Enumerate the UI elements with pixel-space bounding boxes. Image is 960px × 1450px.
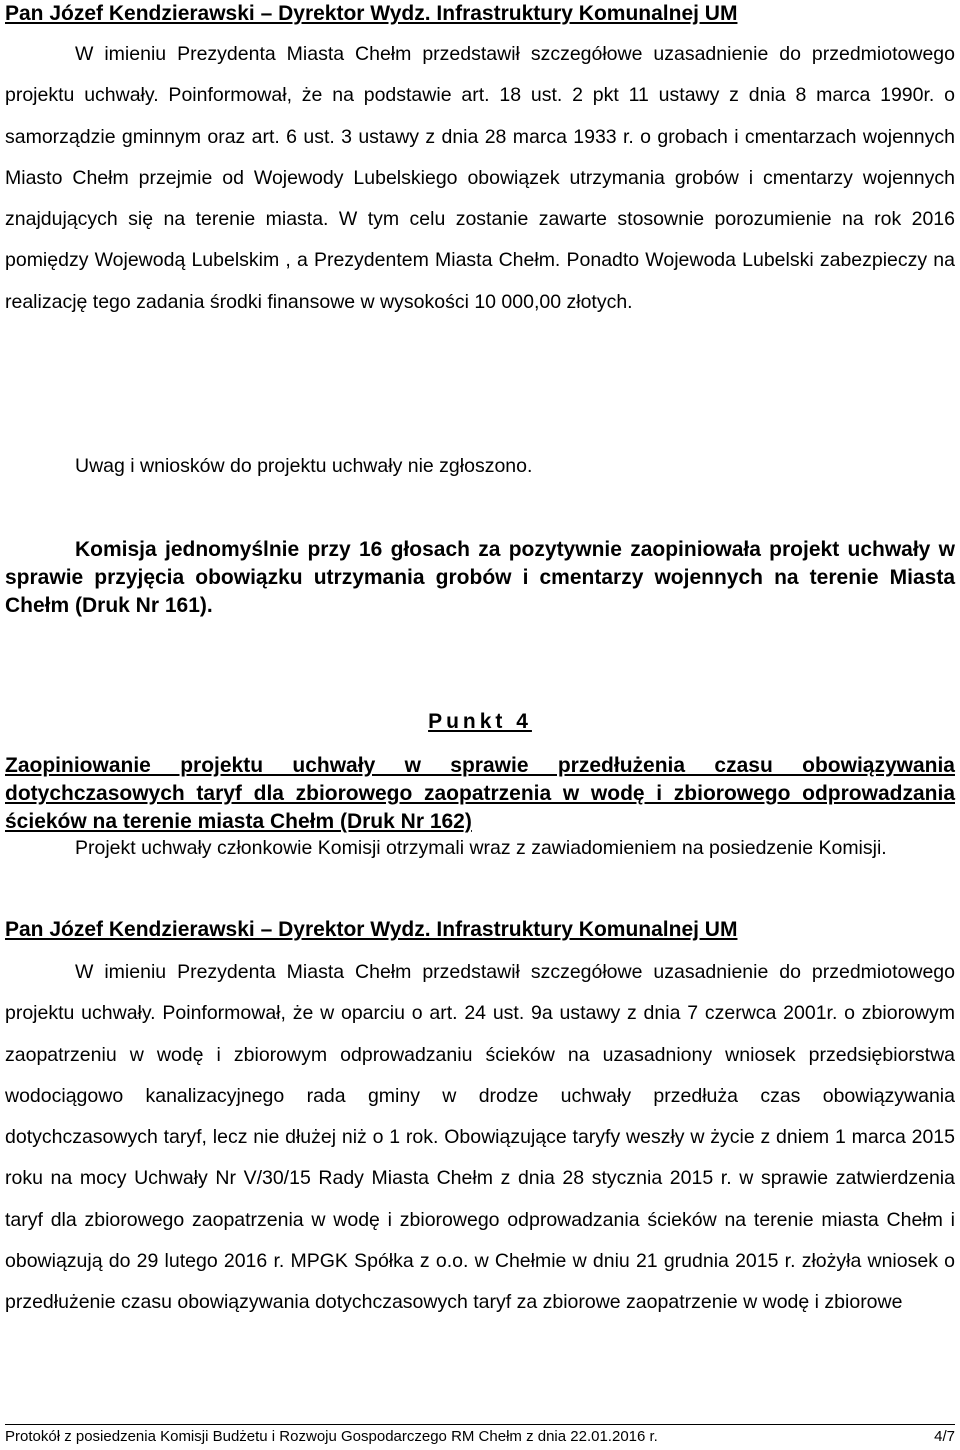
- commission-opinion: Komisja jednomyślnie przy 16 głosach za pozytywnie zaopiniowała projekt uchwały w sprawie przyjęcia obowiązku utrzymania grobów i cmentarzy wojennych na terenie Miasta Chełm (Druk Nr 161).: [5, 538, 955, 617]
- no-remarks-note: Uwag i wniosków do projektu uchwały nie zgłoszono.: [75, 455, 533, 477]
- speaker-heading-1: Pan Józef Kendzierawski – Dyrektor Wydz. Infrastruktury Komunalnej UM: [5, 2, 738, 25]
- page-number: 4/7: [934, 1428, 955, 1445]
- point-subject: Zaopiniowanie projektu uchwały w sprawie przedłużenia czasu obowiązywania dotychczasowych taryf dla zbiorowego zaopatrzenia w wodę i zbiorowego odprowadzania ścieków na terenie miasta Chełm (Druk Nr 162): [5, 754, 955, 833]
- speaker-heading-2: Pan Józef Kendzierawski – Dyrektor Wydz. Infrastruktury Komunalnej UM: [5, 918, 738, 941]
- speaker-statement-1: W imieniu Prezydenta Miasta Chełm przedstawił szczegółowe uzasadnienie do przedmiotowego projektu uchwały. Poinformował, że na podstawie art. 18 ust. 2 pkt 11 ustawy z dnia 8 marca 1990r. o samorządzie gminnym oraz art. 6 ust. 3 ustawy z dnia 28 marca 1933 r. o grobach i cmentarzach wojennych Miasto Chełm przejmie od Wojewody Lubelskiego obowiązek utrzymania grobów i cmentarzy wojennych znajdujących się na terenie miasta. W tym celu zostanie zawarte stosownie porozumienie na rok 2016 pomiędzy Wojewodą Lubelskim , a Prezydentem Miasta Chełm. Ponadto Wojewoda Lubelski zabezpieczy na realizację tego zadania środki finansowe w wysokości 10 000,00 złotych.: [5, 43, 955, 313]
- draft-received-note: Projekt uchwały członkowie Komisji otrzymali wraz z zawiadomieniem na posiedzenie Komisji.: [75, 837, 887, 859]
- footer-document-title: Protokół z posiedzenia Komisji Budżetu i Rozwoju Gospodarczego RM Chełm z dnia 22.01.2016 r.: [5, 1428, 658, 1445]
- point-title: Punkt 4: [428, 710, 532, 733]
- page-footer: [5, 1424, 955, 1447]
- speaker-statement-2: W imieniu Prezydenta Miasta Chełm przedstawił szczegółowe uzasadnienie do przedmiotowego projektu uchwały. Poinformował, że w oparciu o art. 24 ust. 9a ustawy z dnia 7 czerwca 2001r. o zbiorowym zaopatrzeniu w wodę i zbiorowym odprowadzaniu ścieków na uzasadniony wniosek przedsiębiorstwa wodociągowo kanalizacyjnego rada gminy w drodze uchwały przedłuża czas obowiązywania dotychczasowych taryf, lecz nie dłużej niż o 1 rok. Obowiązujące taryfy weszły w życie z dniem 1 marca 2015 roku na mocy Uchwały Nr V/30/15 Rady Miasta Chełm z dnia 28 stycznia 2015 r. w sprawie zatwierdzenia taryf dla zbiorowego zaopatrzenia w wodę i zbiorowego odprowadzania ścieków na terenie miasta Chełm i obowiązują do 29 lutego 2016 r. MPGK Spółka z o.o. w Chełmie w dniu 21 grudnia 2015 r. złożyła wniosek o przedłużenie czasu obowiązywania dotychczasowych taryf za zbiorowe zaopatrzenie w wodę i zbiorowe: [5, 961, 955, 1314]
